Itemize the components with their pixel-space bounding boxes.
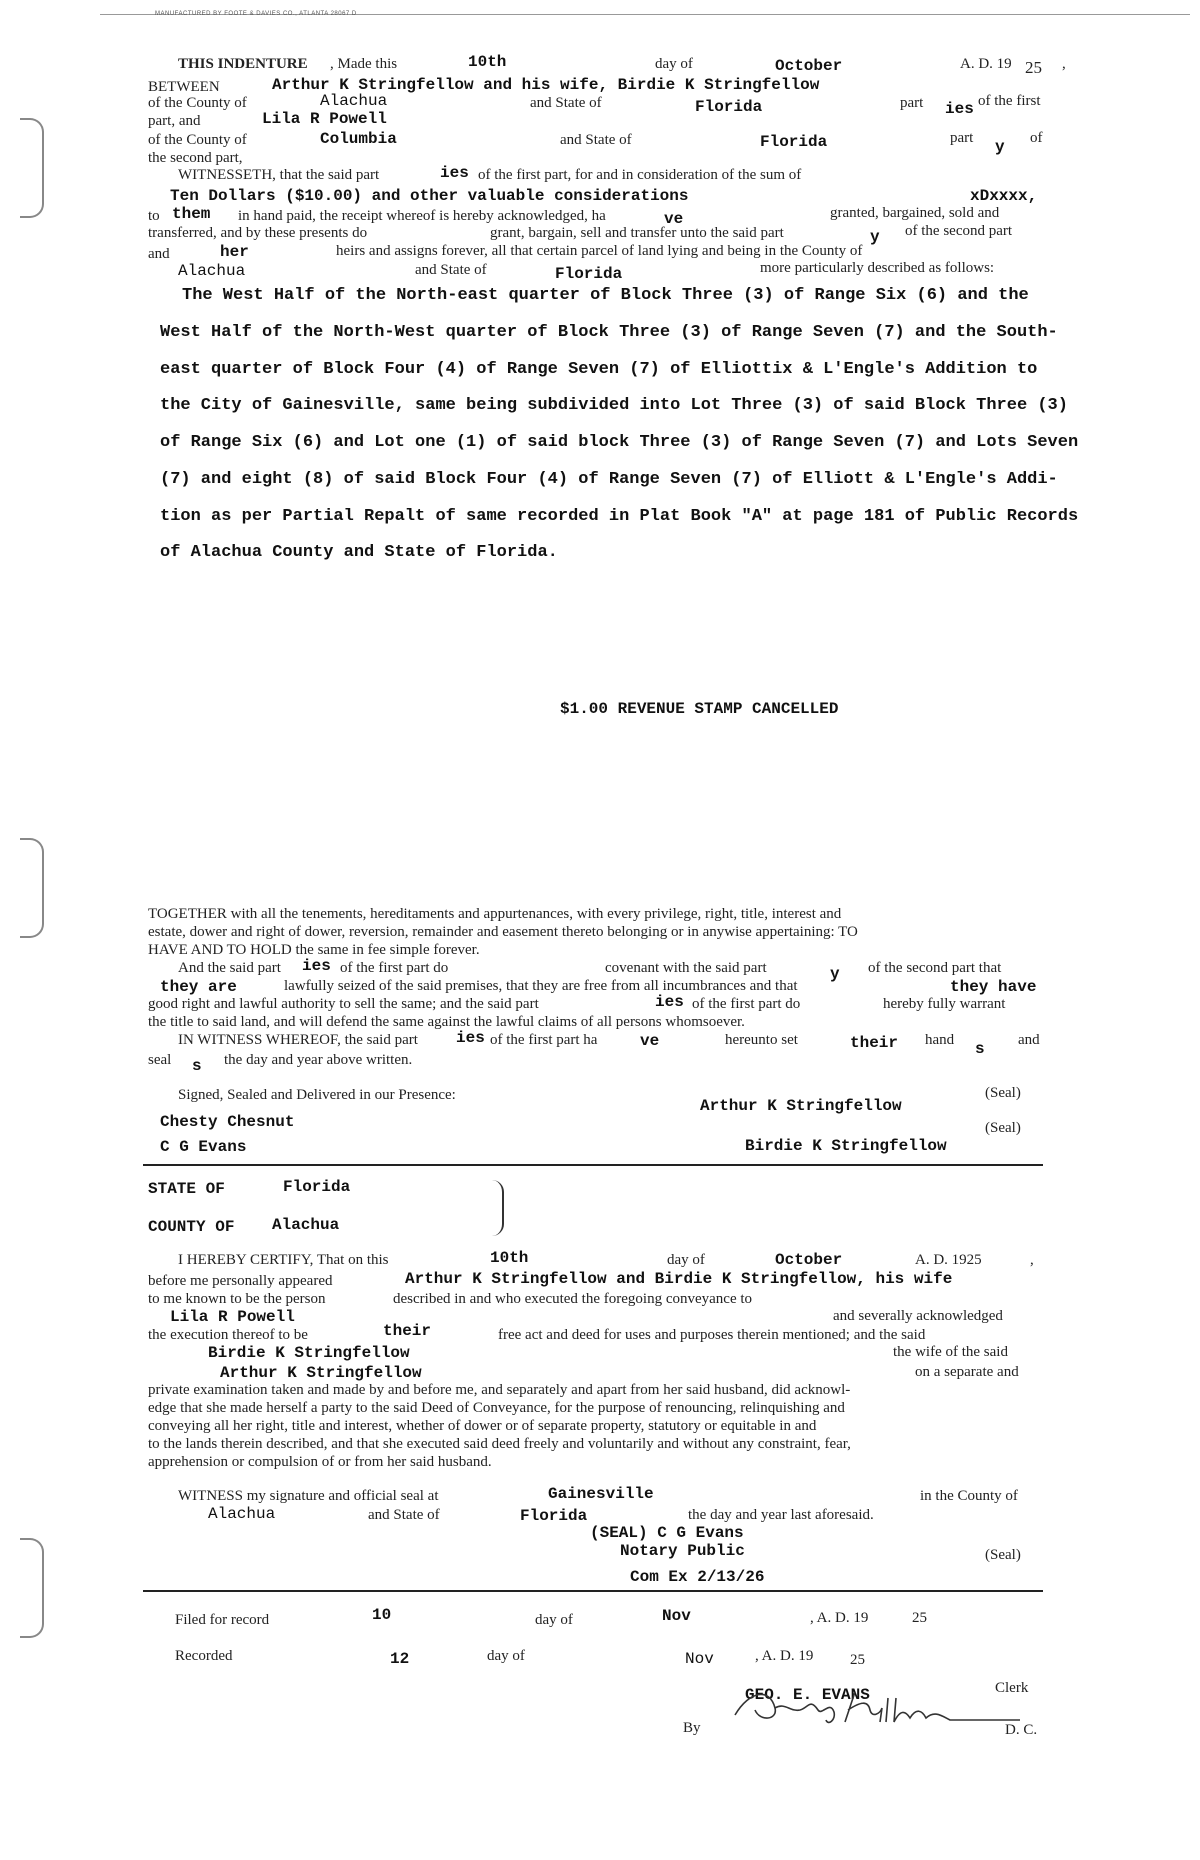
together-line: HAVE AND TO HOLD the same in fee simple forever. (148, 942, 480, 958)
ack-paragraph-line: to the lands therein described, and that she executed said deed freely and voluntarily and without any constraint, fear, (148, 1436, 851, 1452)
witness-name: C G Evans (160, 1138, 247, 1156)
ack-paragraph-line: conveying all her right, title and interest, whether of dower or of separate property, statutory or equitable in and (148, 1418, 817, 1434)
them-word: them (172, 205, 211, 223)
ack-persons: Arthur K Stringfellow and Birdie K Stringfellow, his wife (405, 1270, 953, 1288)
covenant-text: the title to said land, and will defend the same against the lawful claims of all persons whomsoever. (148, 1014, 745, 1030)
witness-whereof-text: hand (925, 1032, 955, 1048)
filed-year: 25 (912, 1610, 927, 1626)
state-of-label: and State of (368, 1507, 440, 1523)
between-label: BETWEEN (148, 79, 220, 95)
consideration: Ten Dollars ($10.00) and other valuable considerations (170, 187, 689, 205)
witnesseth-lead: WITNESSETH, that the said part (178, 167, 380, 183)
covenant-text: of the second part that (868, 960, 1002, 976)
before-me-text: before me personally appeared (148, 1273, 333, 1289)
ack-husband: Arthur K Stringfellow (220, 1364, 422, 1382)
of-label: of (1030, 130, 1043, 146)
grantee-state: Florida (760, 133, 828, 151)
by-label: By (683, 1720, 701, 1736)
presence-label: Signed, Sealed and Delivered in our Presence: (178, 1087, 456, 1103)
covenant-text: of the first part do (340, 960, 449, 976)
filed-day: 10 (372, 1606, 392, 1624)
county-of-label: of the County of (148, 95, 247, 111)
they-have-word: they have (950, 978, 1037, 996)
heirs-text: heirs and assigns forever, all that certain parcel of land lying and being in the County of (336, 243, 863, 259)
punch-hole-mark (20, 838, 44, 938)
ad-label: , A. D. 19 (755, 1648, 814, 1664)
covenant-text: lawfully seized of the said premises, that they are free from all incumbrances and that (284, 978, 798, 994)
witness-whereof-text: IN WITNESS WHEREOF, the said part (178, 1032, 418, 1048)
recorded-year: 25 (850, 1652, 865, 1668)
execution-text: the execution thereof to be (148, 1327, 308, 1343)
covenant-text: good right and lawful authority to sell the same; and the said part (148, 996, 539, 1012)
ies-suffix: ies (945, 100, 974, 118)
part-label: part (950, 130, 974, 146)
dc-label: D. C. (1005, 1722, 1038, 1738)
day-of-label: day of (487, 1648, 525, 1664)
witness-whereof-text: the day and year above written. (224, 1052, 413, 1068)
description-line: of Alachua County and State of Florida. (160, 543, 558, 562)
their-word: their (383, 1322, 432, 1340)
state-label: STATE OF (148, 1180, 225, 1198)
made-this-label: , Made this (330, 56, 398, 72)
ack-day: 10th (490, 1249, 529, 1267)
comma: , (1062, 56, 1066, 72)
grantor-state: Florida (695, 98, 763, 116)
transferred-text: transferred, and by these presents do (148, 225, 368, 241)
part-label: part (900, 95, 924, 111)
granted-text: granted, bargained, sold and (830, 205, 1000, 221)
first-part-label: of the first (978, 93, 1041, 109)
more-described-text: more particularly described as follows: (760, 260, 995, 276)
day-of-label: day of (667, 1252, 705, 1268)
state-of-label: and State of (530, 95, 602, 111)
part-and-label: part, and (148, 113, 201, 129)
punch-hole-mark (20, 1538, 44, 1638)
certify-text: I HEREBY CERTIFY, That on this (178, 1252, 389, 1268)
covenant-text: covenant with the said part (605, 960, 767, 976)
grantor-county: Alachua (320, 92, 388, 110)
they-are-word: they are (160, 978, 237, 996)
ad-label: A. D. 19 (960, 56, 1012, 72)
filed-month: Nov (662, 1607, 691, 1625)
witness-whereof-text: of the first part ha (490, 1032, 598, 1048)
seal-label: (Seal) (985, 1547, 1021, 1563)
description-line: (7) and eight (8) of said Block Four (4) of Range Seven (7) of Elliott & L'Engle's Addi- (160, 470, 1058, 489)
grant-line-text: grant, bargain, sell and transfer unto the said part (490, 225, 784, 241)
county-label: COUNTY OF (148, 1218, 235, 1236)
seal-label: seal (148, 1052, 172, 1068)
ack-paragraph-line: edge that she made herself a party to the said Deed of Conveyance, for the purpose of renouncing, relinquishing and (148, 1400, 845, 1416)
covenant-text: And the said part (178, 960, 281, 976)
day-of-label: day of (535, 1612, 573, 1628)
s-suffix: s (192, 1057, 202, 1075)
deputy-clerk-signature (730, 1680, 1030, 1730)
seal-label: (Seal) (985, 1085, 1021, 1101)
ve-suffix: ve (664, 210, 684, 228)
notary-line: (SEAL) C G Evans (590, 1524, 744, 1542)
commission-expiry: Com Ex 2/13/26 (630, 1568, 765, 1586)
manufacturer-line: MANUFACTURED BY FOOTE & DAVIES CO., ATLANTA 28067 D (155, 11, 357, 17)
deed-day: 10th (468, 53, 507, 71)
description-line: West Half of the North-West quarter of Block Three (3) of Range Seven (7) and the South- (160, 323, 1058, 342)
witness-whereof-text: and (1018, 1032, 1040, 1048)
together-line: estate, dower and right of dower, reversion, remainder and easement thereto belonging or in anywise appertaining: TO (148, 924, 858, 940)
ve-suffix: ve (640, 1032, 660, 1050)
separate-text: on a separate and (915, 1364, 1019, 1380)
witness-name: Chesty Chesnut (160, 1113, 295, 1131)
clerk-name: GEO. E. EVANS (745, 1686, 870, 1704)
ack-paragraph-line: private examination taken and made by and before me, and separately and apart from her said husband, did acknowl- (148, 1382, 851, 1398)
state-of-label: and State of (560, 132, 632, 148)
ack-paragraph-line: apprehension or compulsion of or from her said husband. (148, 1454, 492, 1470)
covenant-text: hereby fully warrant (883, 996, 1006, 1012)
ies-suffix: ies (655, 993, 684, 1011)
section-divider (143, 1590, 1043, 1592)
ies-suffix: ies (302, 957, 331, 975)
county-of-label: of the County of (148, 132, 247, 148)
second-part-label: the second part, (148, 150, 243, 166)
struck-text: xDxxxx, (970, 187, 1038, 205)
state-of-label: and State of (415, 262, 487, 278)
witnesseth-rest: of the first part, for and in consideration of the sum of (478, 167, 802, 183)
description-line: of Range Six (6) and Lot one (1) of said block Three (3) of Range Seven (7) and Lots Seven (160, 433, 1079, 452)
section-divider (143, 1164, 1043, 1166)
notary-title: Notary Public (620, 1542, 745, 1560)
deed-year: 25 (1025, 58, 1042, 77)
ies-suffix: ies (456, 1029, 485, 1047)
comma: , (1030, 1252, 1034, 1268)
deed-month: October (775, 57, 843, 75)
ack-state2: Florida (520, 1507, 588, 1525)
description-line: tion as per Partial Repalt of same recorded in Plat Book "A" at page 181 of Public Records (160, 507, 1079, 526)
ies-suffix: ies (440, 164, 469, 182)
witness-sig-text: WITNESS my signature and official seal at (178, 1488, 439, 1504)
y-suffix: y (870, 228, 880, 246)
last-aforesaid-text: the day and year last aforesaid. (688, 1507, 874, 1523)
revenue-stamp-note: $1.00 REVENUE STAMP CANCELLED (560, 700, 839, 718)
her-word: her (220, 243, 249, 261)
indenture-lead: THIS INDENTURE (178, 56, 308, 72)
and-label: and (148, 246, 170, 262)
s-suffix: s (975, 1040, 985, 1058)
ack-grantee: Lila R Powell (170, 1308, 295, 1326)
recorded-month: Nov (685, 1650, 714, 1668)
y-suffix: y (830, 965, 840, 983)
land-county: Alachua (178, 262, 246, 280)
description-line: the City of Gainesville, same being subdivided into Lot Three (3) of said Block Three (3) (160, 396, 1068, 415)
severally-text: and severally acknowledged (833, 1308, 1003, 1324)
ack-county: Alachua (272, 1216, 340, 1234)
wife-of-text: the wife of the said (893, 1344, 1008, 1360)
description-line: east quarter of Block Four (4) of Range Seven (7) of Elliottix & L'Engle's Addition to (160, 360, 1038, 379)
ack-city: Gainesville (548, 1485, 654, 1503)
ack-state: Florida (283, 1178, 351, 1196)
grantor-signature: Arthur K Stringfellow (700, 1097, 902, 1115)
ack-year: A. D. 1925 (915, 1252, 982, 1268)
description-line: The West Half of the North-east quarter of Block Three (3) of Range Six (6) and the (182, 286, 1029, 305)
together-line: TOGETHER with all the tenements, hereditaments and appurtenances, with every privilege, right, title, interest and (148, 906, 842, 922)
filed-label: Filed for record (175, 1612, 270, 1628)
recorded-label: Recorded (175, 1648, 233, 1664)
their-word: their (850, 1034, 899, 1052)
known-text: to me known to be the person (148, 1291, 326, 1307)
clerk-label: Clerk (995, 1680, 1029, 1696)
covenant-text: of the first part do (692, 996, 801, 1012)
venue-bracket (488, 1180, 504, 1236)
grantee: Lila R Powell (262, 110, 387, 128)
ack-wife: Birdie K Stringfellow (208, 1344, 410, 1362)
grantor-signature: Birdie K Stringfellow (745, 1137, 947, 1155)
grantee-county: Columbia (320, 130, 397, 148)
described-text: described in and who executed the foregoing conveyance to (393, 1291, 753, 1307)
ack-county2: Alachua (208, 1505, 276, 1523)
ack-month: October (775, 1251, 843, 1269)
witness-whereof-text: hereunto set (725, 1032, 798, 1048)
day-of-label: day of (655, 56, 693, 72)
punch-hole-mark (20, 118, 44, 218)
free-act-text: free act and deed for uses and purposes therein mentioned; and the said (498, 1327, 926, 1343)
to-label: to (148, 208, 160, 224)
grantors: Arthur K Stringfellow and his wife, Birdie K Stringfellow (272, 76, 820, 94)
ad-label: , A. D. 19 (810, 1610, 869, 1626)
seal-label: (Seal) (985, 1120, 1021, 1136)
in-county-text: in the County of (920, 1488, 1018, 1504)
in-hand-text: in hand paid, the receipt whereof is hereby acknowledged, ha (238, 208, 606, 224)
y-suffix: y (995, 138, 1005, 156)
second-part-label: of the second part (905, 223, 1013, 239)
recorded-day: 12 (390, 1650, 410, 1668)
land-state: Florida (555, 265, 623, 283)
